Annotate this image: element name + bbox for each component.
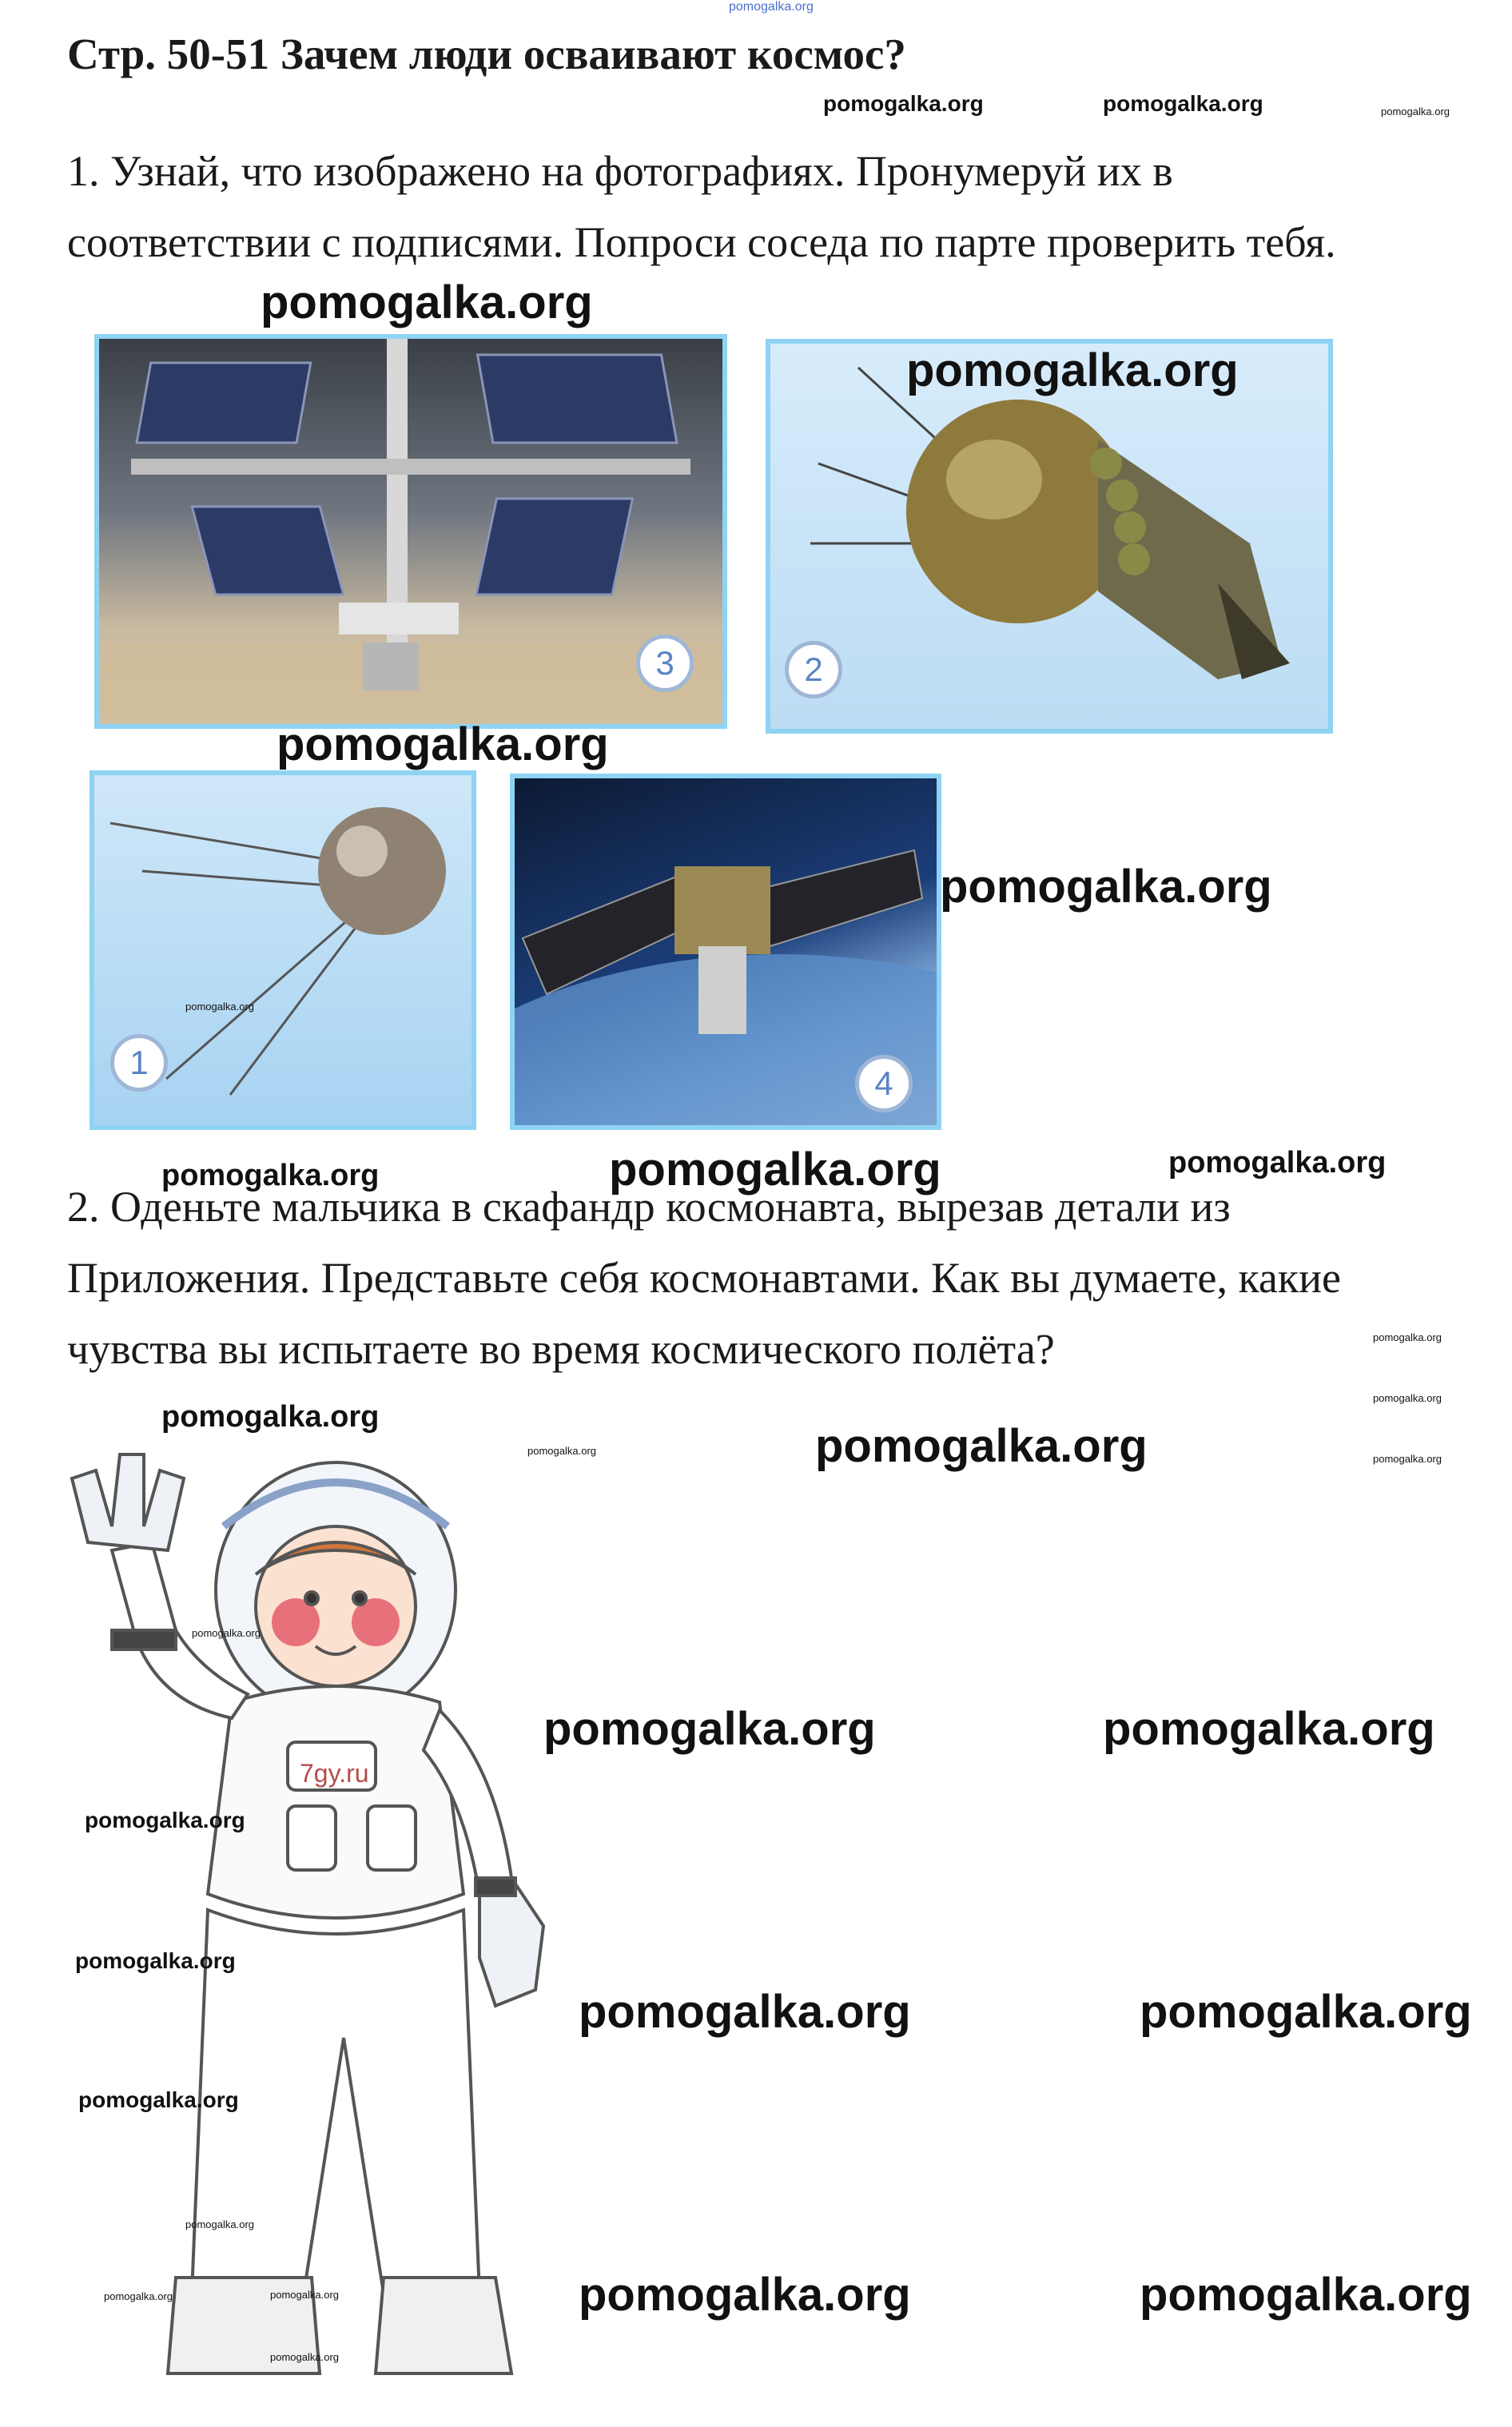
watermark: pomogalka.org — [1140, 1986, 1472, 2038]
watermark-top: pomogalka.org — [729, 0, 814, 14]
photo-number-badge: 4 — [855, 1055, 913, 1112]
watermark: pomogalka.org — [906, 344, 1239, 396]
task2-line2: Приложения. Представьте себя космонавтами. Как вы думаете, какие — [67, 1254, 1341, 1302]
watermark: pomogalka.org — [161, 1400, 380, 1434]
watermark: pomogalka.org — [104, 2290, 173, 2302]
watermark: pomogalka.org — [185, 2218, 254, 2230]
photo-sputnik — [90, 770, 476, 1130]
task2-line3: чувства вы испытаете во время космического полёта? — [67, 1325, 1055, 1373]
task1-line1: 1. Узнай, что изображено на фотографиях. Пронумеруй их в — [67, 147, 1173, 195]
watermark: pomogalka.org — [75, 1948, 236, 1973]
watermark: pomogalka.org — [161, 1159, 380, 1192]
watermark: pomogalka.org — [85, 1808, 245, 1832]
task2-line1: 2. Оденьте мальчика в скафандр космонавта, вырезав детали из — [67, 1183, 1231, 1231]
watermark: pomogalka.org — [185, 1001, 254, 1013]
watermark: pomogalka.org — [527, 1445, 596, 1457]
task1-line2: соответствии с подписями. Попроси соседа по парте проверить тебя. — [67, 218, 1336, 266]
space-station-image — [99, 339, 722, 724]
vostok-image — [770, 344, 1328, 729]
photo-vostok — [766, 339, 1333, 734]
watermark: pomogalka.org — [1373, 1331, 1442, 1343]
watermark: pomogalka.org — [579, 1986, 911, 2038]
watermark: pomogalka.org — [579, 2269, 911, 2321]
suit-chest-label: 7gy.ru — [300, 1759, 369, 1788]
watermark: pomogalka.org — [270, 2289, 339, 2301]
photo-number-badge: 2 — [785, 641, 842, 698]
watermark: pomogalka.org — [815, 1420, 1148, 1472]
photo-space-station — [94, 334, 727, 729]
boy-spacesuit-illustration — [64, 1430, 575, 2405]
watermark: pomogalka.org — [277, 718, 609, 770]
watermark: pomogalka.org — [609, 1144, 941, 1196]
watermark: pomogalka.org — [270, 2351, 339, 2363]
watermark: pomogalka.org — [1373, 1392, 1442, 1404]
watermark: pomogalka.org — [192, 1627, 261, 1639]
photo-number-badge: 1 — [110, 1034, 168, 1092]
watermark: pomogalka.org — [1140, 2269, 1472, 2321]
watermark: pomogalka.org — [1103, 1703, 1435, 1755]
spacesuit-drawing — [64, 1430, 575, 2405]
watermark: pomogalka.org — [823, 91, 984, 116]
watermark: pomogalka.org — [1168, 1146, 1387, 1180]
watermark: pomogalka.org — [261, 277, 593, 328]
watermark: pomogalka.org — [78, 2087, 239, 2112]
watermark: pomogalka.org — [543, 1703, 876, 1755]
photo-number-badge: 3 — [636, 635, 694, 692]
watermark: pomogalka.org — [1381, 105, 1450, 117]
watermark: pomogalka.org — [1103, 91, 1263, 116]
photo-satellite — [510, 774, 941, 1130]
watermark: pomogalka.org — [1373, 1453, 1442, 1465]
page-title: Стр. 50-51 Зачем люди осваивают космос? — [67, 30, 906, 78]
watermark: pomogalka.org — [940, 861, 1272, 913]
